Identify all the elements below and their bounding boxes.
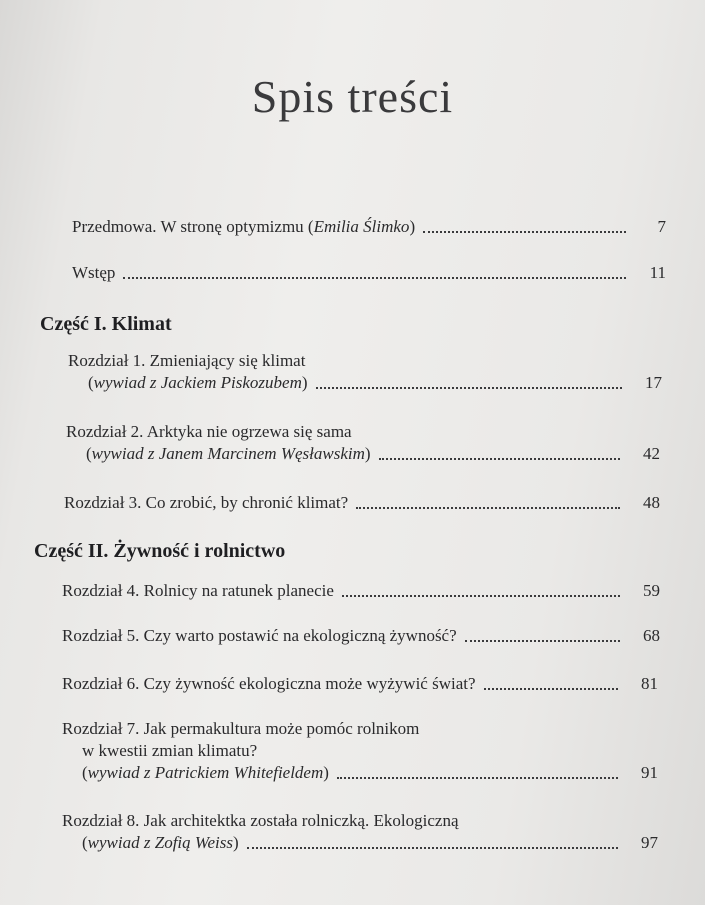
- entry-title: Rozdział 4. Rolnicy na ratunek planecie: [62, 581, 334, 600]
- leader-dots: [316, 385, 622, 389]
- entry-title: Rozdział 6. Czy żywność ekologiczna może wyżywić świat?: [62, 674, 476, 693]
- entry-title-continued: w kwestii zmian klimatu?: [82, 741, 258, 760]
- page-number: 7: [657, 217, 666, 236]
- page-number: 17: [645, 373, 662, 392]
- toc-entry-chapter-1: [68, 350, 662, 394]
- leader-dots: [247, 845, 618, 849]
- entry-title: Rozdział 2. Arktyka nie ogrzewa się sama: [66, 422, 352, 441]
- entry-title: Rozdział 7. Jak permakultura może pomóc rolnikom: [62, 719, 420, 738]
- leader-dots: [465, 638, 620, 642]
- leader-dots: [123, 275, 626, 279]
- entry-subtitle: (wywiad z Janem Marcinem Węsławskim): [86, 444, 371, 463]
- toc-entry-chapter-7: [62, 718, 658, 784]
- entry-subtitle: (wywiad z Patrickiem Whitefieldem): [82, 763, 329, 782]
- page-number: 97: [641, 833, 658, 852]
- toc-entry-chapter-2: [66, 421, 660, 465]
- toc-entry-chapter-4: [62, 580, 660, 602]
- toc-entry-chapter-6: [62, 673, 658, 695]
- leader-dots: [356, 505, 620, 509]
- entry-title: Rozdział 1. Zmieniający się klimat: [68, 351, 306, 370]
- toc-entry-chapter-5: [62, 625, 660, 647]
- entry-subtitle: (wywiad z Jackiem Piskozubem): [88, 373, 308, 392]
- page-number: 68: [643, 626, 660, 645]
- page-number: 81: [641, 674, 658, 693]
- page-number: 91: [641, 763, 658, 782]
- leader-dots: [379, 456, 620, 460]
- toc-entry-chapter-8: [62, 810, 658, 854]
- leader-dots: [423, 229, 626, 233]
- page-number: 59: [643, 581, 660, 600]
- page-title: Spis treści: [251, 71, 454, 122]
- leader-dots: [337, 775, 618, 779]
- page-number: 48: [643, 493, 660, 512]
- page-number: 11: [649, 263, 666, 282]
- part-heading: Część II. Żywność i rolnictwo: [34, 540, 286, 562]
- part-heading: Część I. Klimat: [40, 313, 172, 335]
- toc-entry-preface: [72, 216, 666, 238]
- entry-title: Rozdział 5. Czy warto postawić na ekologiczną żywność?: [62, 626, 457, 645]
- entry-subtitle: (wywiad z Zofią Weiss): [82, 833, 239, 852]
- leader-dots: [484, 686, 618, 690]
- toc-entry-introduction: [72, 262, 666, 284]
- entry-title: Przedmowa. W stronę optymizmu (Emilia Ślimko): [72, 217, 416, 236]
- entry-title: Rozdział 3. Co zrobić, by chronić klimat?: [64, 493, 349, 512]
- toc-entry-chapter-3: [64, 492, 660, 514]
- entry-title: Rozdział 8. Jak architektka została rolniczką. Ekologiczną: [62, 811, 459, 830]
- leader-dots: [342, 593, 620, 597]
- entry-title: Wstęp: [72, 263, 116, 282]
- page-number: 42: [643, 444, 660, 463]
